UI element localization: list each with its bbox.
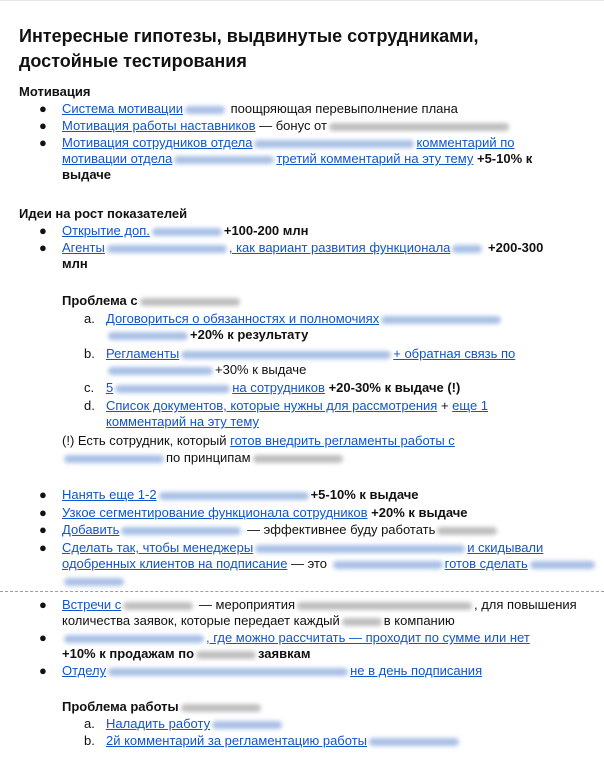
list-marker: a. (84, 716, 95, 731)
list-marker: c. (84, 380, 95, 395)
bullet-dot: ● (39, 663, 47, 678)
text: по принципам (166, 450, 251, 465)
text: — эффективнее буду работать (243, 522, 436, 537)
link[interactable]: комментарий на эту тему (106, 414, 259, 429)
text: поощряющая перевыполнение плана (227, 101, 458, 116)
note-line-cont (62, 450, 345, 466)
text: — бонус от (255, 118, 327, 133)
list-item (106, 398, 488, 414)
link[interactable]: Система мотивации (62, 101, 184, 116)
bold-text: +10% к продажам по (62, 646, 195, 661)
document-title (19, 24, 579, 74)
redacted (342, 618, 382, 626)
link[interactable]: Узкое сегментирование функционала сотрудников (62, 505, 368, 520)
link[interactable]: Открытие доп. (62, 223, 150, 238)
redacted (181, 351, 391, 359)
list-item-cont: выдаче (62, 167, 112, 182)
redacted (185, 106, 225, 114)
note-line (62, 433, 455, 449)
list-item (62, 630, 530, 646)
list-item (62, 118, 511, 134)
text: (!) Есть сотрудник, который (62, 433, 231, 448)
redacted (254, 140, 414, 148)
list-marker: d. (84, 398, 95, 413)
list-item-cont (62, 556, 597, 572)
heading-text: Проблема с (62, 293, 138, 308)
link[interactable]: , где можно рассчитать — проходит по сумме или нет (206, 630, 530, 645)
redacted (64, 455, 164, 463)
link[interactable]: 2й комментарий за регламентацию работы (106, 733, 367, 748)
link[interactable]: одобренных клиентов на подписание (62, 556, 288, 571)
link[interactable]: на сотрудников (232, 380, 325, 395)
text: в компанию (383, 613, 455, 628)
bullet-dot: ● (39, 522, 47, 537)
link[interactable]: Регламенты (106, 346, 180, 361)
list-item-cont (62, 646, 310, 662)
subsection-heading-problem (62, 293, 242, 309)
heading-text: Проблема работы (62, 699, 179, 714)
link[interactable]: Мотивация работы наставников (62, 118, 256, 133)
bullet-dot: ● (39, 487, 47, 502)
list-item-cont (62, 613, 455, 629)
bold-text: +20% к выдаче (367, 505, 468, 520)
text: +30% к выдаче (215, 362, 307, 377)
title-line-2: достойные тестирования (19, 51, 247, 71)
link[interactable]: готов внедрить регламенты работы с (230, 433, 455, 448)
redacted (108, 668, 348, 676)
link[interactable]: Договориться о обязанностях и полномочиях (106, 311, 380, 326)
title-line-1: Интересные гипотезы, выдвинутые сотрудниками, (19, 26, 479, 46)
bullet-dot: ● (39, 223, 47, 238)
link[interactable]: третий комментарий на эту тему (276, 151, 474, 166)
redacted (115, 385, 230, 393)
list-item-cont (106, 414, 259, 430)
page-break-divider (0, 591, 604, 592)
bullet-dot: ● (39, 240, 47, 255)
list-item (62, 101, 458, 117)
redacted (437, 527, 497, 535)
list-item (106, 380, 460, 396)
redacted (452, 245, 482, 253)
redacted (107, 245, 227, 253)
list-marker: a. (84, 311, 95, 326)
link[interactable]: Добавить (62, 522, 120, 537)
redacted (108, 367, 213, 375)
link[interactable]: Агенты (62, 240, 105, 255)
redacted (140, 298, 240, 306)
list-item-cont: млн (62, 256, 88, 271)
bullet-dot: ● (39, 630, 47, 645)
list-item (62, 505, 468, 521)
list-item-cont (106, 362, 306, 378)
list-item (62, 135, 515, 151)
list-item (62, 540, 543, 556)
list-item (106, 716, 284, 732)
text: — это (287, 556, 331, 571)
list-item (62, 240, 543, 256)
bold-text: +5-10% к выдаче (310, 487, 419, 502)
link[interactable]: + обратная связь по (393, 346, 516, 361)
bold-text: +20-30% к выдаче (!) (324, 380, 461, 395)
redacted (108, 332, 188, 340)
redacted (530, 561, 595, 569)
link[interactable]: Список документов, которые нужны для рассмотрения (106, 398, 438, 413)
bullet-dot: ● (39, 101, 47, 116)
link[interactable]: не в день подписания (350, 663, 483, 678)
link[interactable]: еще 1 (452, 398, 489, 413)
link[interactable]: Встречи с (62, 597, 122, 612)
bold-text: заявкам (258, 646, 311, 661)
link[interactable]: и скидывали (467, 540, 544, 555)
list-item-cont (62, 573, 126, 589)
list-item-cont (62, 151, 532, 167)
top-border (0, 0, 604, 1)
redacted (297, 602, 472, 610)
link[interactable]: готов сделать (444, 556, 528, 571)
bold-text: +20% к результату (190, 327, 309, 342)
list-item (62, 597, 577, 613)
redacted (253, 455, 343, 463)
redacted (212, 721, 282, 729)
bold-text: +200-300 (484, 240, 544, 255)
section-heading-growth: Идеи на рост показателей (19, 206, 188, 221)
text: — мероприятия (195, 597, 295, 612)
bullet-dot: ● (39, 118, 47, 133)
list-item (106, 311, 503, 327)
list-item (62, 223, 309, 239)
list-item (62, 522, 499, 538)
bold-text: +5-10% к (473, 151, 533, 166)
list-item (62, 487, 419, 503)
bullet-dot: ● (39, 135, 47, 150)
link[interactable]: комментарий по (416, 135, 515, 150)
redacted (152, 228, 222, 236)
list-item (106, 733, 461, 749)
link[interactable]: Нанять еще 1-2 (62, 487, 157, 502)
bullet-dot: ● (39, 505, 47, 520)
redacted (181, 704, 261, 712)
redacted (174, 156, 274, 164)
bullet-dot: ● (39, 540, 47, 555)
redacted (64, 578, 124, 586)
redacted (369, 738, 459, 746)
list-item-cont (106, 327, 308, 343)
redacted (121, 527, 241, 535)
list-item (106, 346, 515, 362)
redacted (381, 316, 501, 324)
redacted (329, 123, 509, 131)
link[interactable]: Мотивация сотрудников отдела (62, 135, 253, 150)
text: , для повышения (474, 597, 577, 612)
redacted (333, 561, 443, 569)
list-item (62, 663, 482, 679)
redacted (255, 545, 465, 553)
link[interactable]: Наладить работу (106, 716, 211, 731)
link[interactable]: Сделать так, чтобы менеджеры (62, 540, 254, 555)
redacted (64, 635, 204, 643)
text: количества заявок, которые передает каждый (62, 613, 340, 628)
bold-text: +100-200 млн (223, 223, 309, 238)
link[interactable]: 5 (106, 380, 114, 395)
link[interactable]: мотивации отдела (62, 151, 173, 166)
list-marker: b. (84, 733, 95, 748)
redacted (159, 492, 309, 500)
list-marker: b. (84, 346, 95, 361)
section-heading-motivation: Мотивация (19, 84, 91, 99)
redacted (196, 651, 256, 659)
redacted (123, 602, 193, 610)
bullet-dot: ● (39, 597, 47, 612)
link[interactable]: , как вариант развития функционала (228, 240, 451, 255)
text: + (437, 398, 453, 413)
subsection-heading-problem-2 (62, 699, 263, 715)
link[interactable]: Отделу (62, 663, 107, 678)
